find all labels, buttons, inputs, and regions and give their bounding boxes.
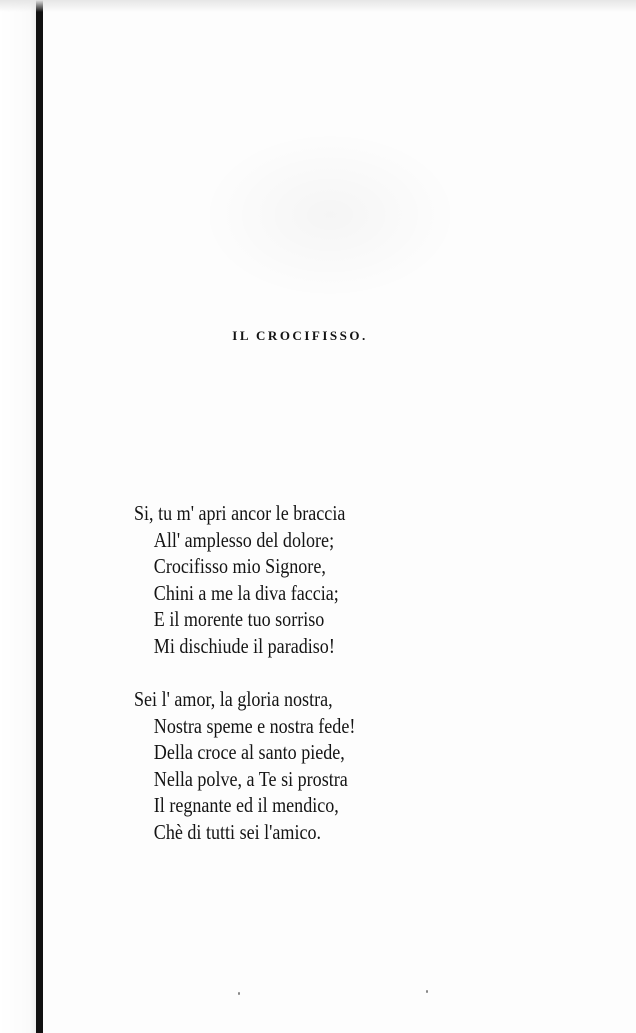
stanza-1 — [134, 500, 434, 659]
verse-line: Il regnante ed il mendico, — [153, 793, 339, 817]
verse-line: All' amplesso del dolore; — [153, 527, 335, 552]
paper-speck — [426, 990, 428, 993]
page-top-edge — [0, 0, 636, 12]
verse-line: Chini a me la diva faccia; — [153, 580, 339, 605]
paper-speck — [238, 992, 240, 995]
verse-line: Nella polve, a Te si prostra — [153, 766, 348, 791]
verse-line: Nostra speme e nostra fede! — [153, 713, 356, 738]
stanza-2 — [134, 686, 434, 845]
verse-line: Si, tu m' apri ancor le braccia — [134, 501, 346, 525]
verse-line: Mi dischiude il paradiso! — [153, 633, 335, 658]
verse-line: Chè di tutti sei l'amico. — [153, 819, 322, 844]
page-gutter — [0, 0, 36, 1033]
verse-line: Crocifisso mio Signore, — [153, 554, 326, 578]
verse-line: Sei l' amor, la gloria nostra, — [134, 687, 333, 711]
verse-line: Della croce al santo piede, — [153, 740, 345, 764]
poem-title: IL CROCIFISSO. — [232, 328, 368, 343]
show-through-shadow — [200, 130, 460, 300]
binding-edge — [36, 0, 43, 1033]
verse-line: E il morente tuo sorriso — [153, 607, 325, 631]
